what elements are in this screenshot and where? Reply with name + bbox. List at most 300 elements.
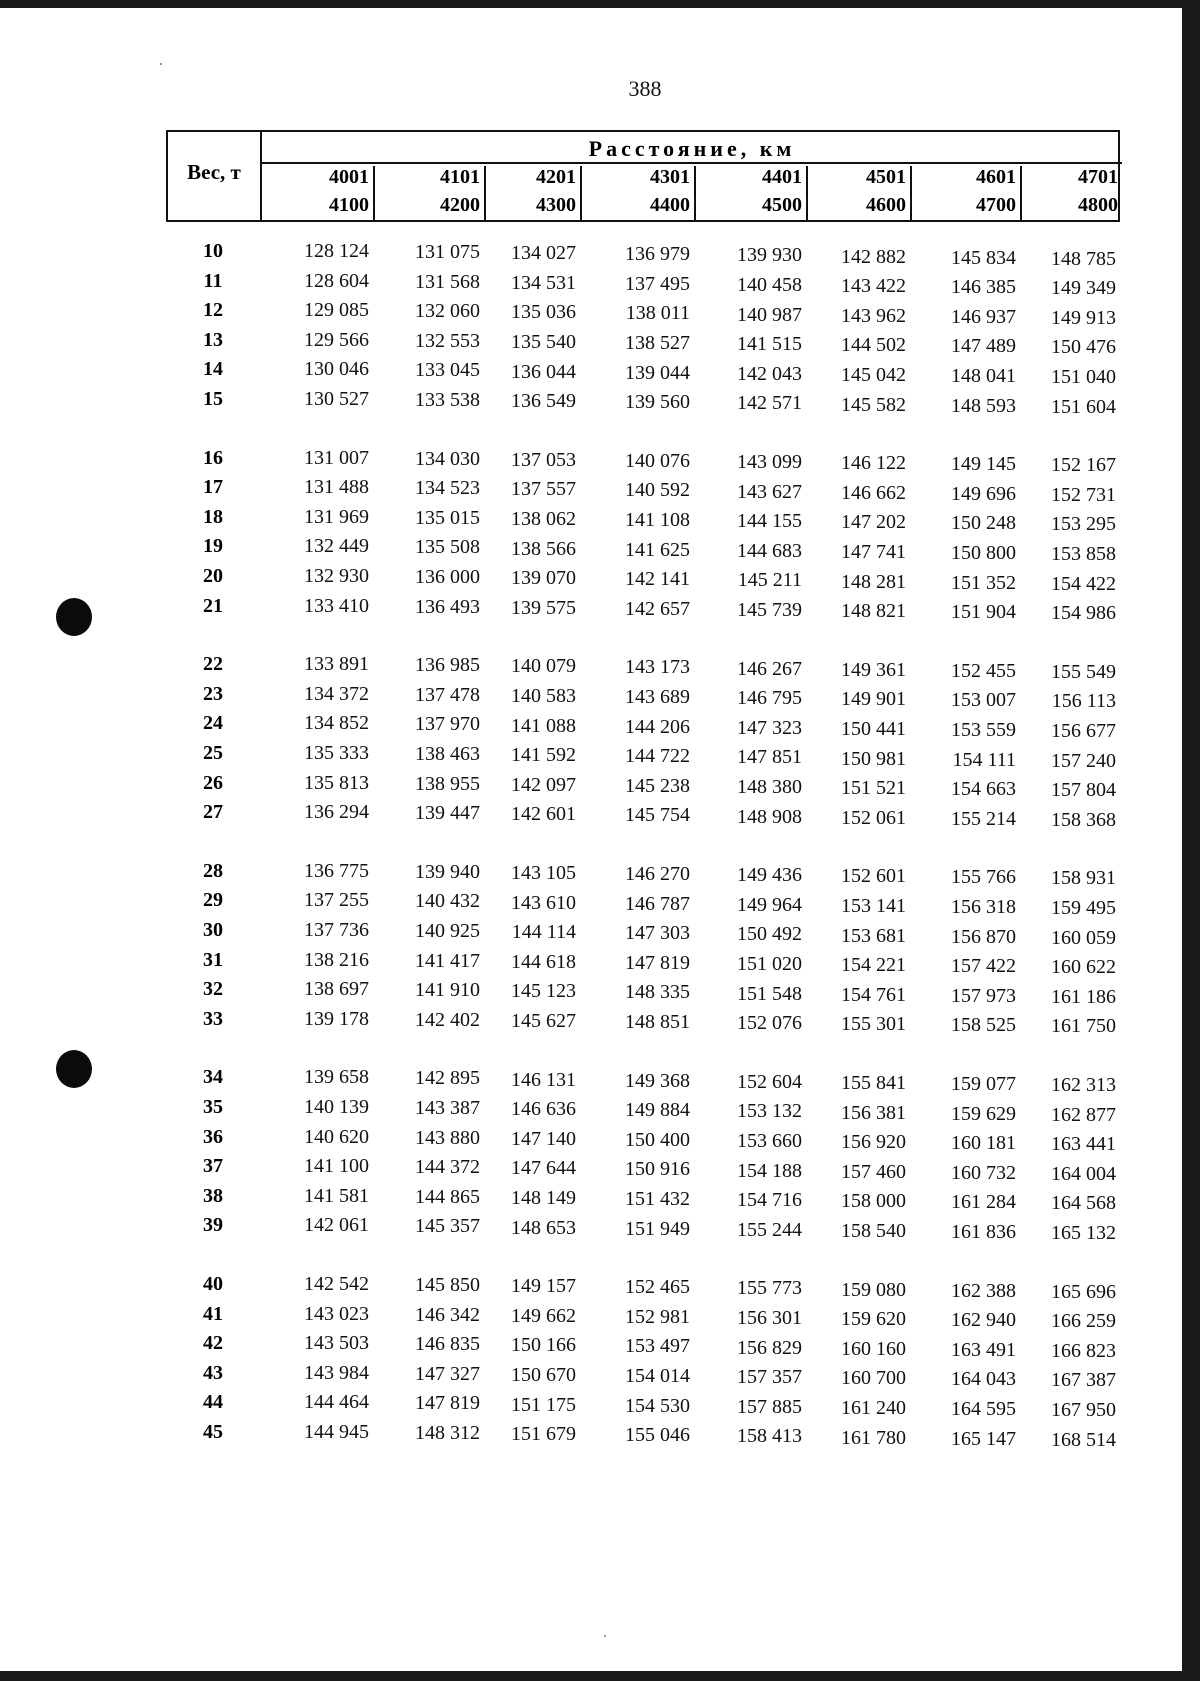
distance-range-3 — [482, 166, 582, 220]
table-row — [166, 506, 1120, 536]
scan-speck — [160, 63, 162, 65]
value-cell: 143 984 — [304, 1361, 369, 1384]
value-cell: 153 132 — [737, 1100, 802, 1123]
range-from: 4301 — [650, 166, 690, 188]
value-cell: 139 560 — [625, 391, 690, 414]
value-cell: 158 525 — [951, 1014, 1016, 1037]
table-row — [166, 772, 1120, 802]
value-cell: 141 581 — [304, 1184, 369, 1207]
range-to: 4100 — [329, 194, 369, 216]
value-cell: 133 538 — [415, 389, 480, 412]
value-cell: 142 895 — [415, 1067, 480, 1090]
weight-cell: 14 — [203, 358, 223, 381]
range-to: 4700 — [976, 194, 1016, 216]
value-cell: 156 318 — [951, 895, 1016, 918]
value-cell: 148 281 — [841, 570, 906, 593]
table-row — [166, 1214, 1120, 1244]
weight-cell: 38 — [203, 1184, 223, 1207]
value-cell: 144 372 — [415, 1156, 480, 1179]
value-cell: 145 211 — [737, 569, 802, 592]
value-cell: 167 950 — [1051, 1399, 1116, 1422]
value-cell: 164 568 — [1051, 1192, 1116, 1215]
value-cell: 139 930 — [737, 244, 802, 267]
value-cell: 149 145 — [951, 453, 1016, 476]
weight-cell: 29 — [203, 889, 223, 912]
weight-cell: 31 — [203, 948, 223, 971]
value-cell: 147 327 — [415, 1362, 480, 1385]
range-to: 4400 — [650, 194, 690, 216]
weight-cell: 16 — [203, 446, 223, 469]
value-cell: 154 986 — [1051, 602, 1116, 625]
value-cell: 146 385 — [951, 276, 1016, 299]
value-cell: 156 381 — [841, 1101, 906, 1124]
value-cell: 149 901 — [841, 688, 906, 711]
value-cell: 146 662 — [841, 481, 906, 504]
table-row — [166, 1421, 1120, 1451]
value-cell: 162 940 — [951, 1309, 1016, 1332]
value-cell: 168 514 — [1051, 1428, 1116, 1451]
value-cell: 132 449 — [304, 535, 369, 558]
value-cell: 153 295 — [1051, 513, 1116, 536]
value-cell: 161 780 — [841, 1426, 906, 1449]
value-cell: 152 076 — [737, 1012, 802, 1035]
value-cell: 149 361 — [841, 658, 906, 681]
value-cell: 130 527 — [304, 388, 369, 410]
value-cell: 164 043 — [951, 1368, 1016, 1391]
weight-column-header: Вес, т — [168, 132, 262, 220]
value-cell: 152 731 — [1051, 483, 1116, 506]
table-row — [166, 1391, 1120, 1421]
weight-cell: 35 — [203, 1096, 223, 1118]
value-cell: 151 040 — [1051, 366, 1116, 389]
value-cell: 143 023 — [304, 1302, 369, 1325]
table-row — [166, 683, 1120, 713]
value-cell: 153 497 — [625, 1335, 690, 1358]
value-cell: 162 877 — [1051, 1103, 1116, 1126]
value-cell: 150 166 — [511, 1334, 576, 1357]
value-cell: 137 736 — [304, 919, 369, 941]
value-cell: 165 132 — [1051, 1222, 1116, 1245]
table-row — [166, 1185, 1120, 1215]
value-cell: 146 267 — [737, 657, 802, 680]
value-cell: 143 099 — [737, 450, 802, 473]
value-cell: 138 527 — [625, 332, 690, 355]
weight-cell: 28 — [203, 859, 223, 882]
distance-range-7 — [922, 166, 1022, 220]
range-to: 4200 — [440, 194, 480, 216]
value-cell: 136 979 — [625, 243, 690, 266]
value-cell: 161 750 — [1051, 1015, 1116, 1038]
value-cell: 147 819 — [625, 951, 690, 974]
table-row — [166, 653, 1120, 683]
value-cell: 152 601 — [841, 865, 906, 888]
table-row — [166, 358, 1120, 388]
value-cell: 153 559 — [951, 718, 1016, 741]
value-cell: 154 014 — [625, 1365, 690, 1388]
value-cell: 149 368 — [625, 1069, 690, 1092]
value-cell: 156 829 — [737, 1336, 802, 1359]
value-cell: 159 629 — [951, 1102, 1016, 1125]
value-cell: 161 284 — [951, 1191, 1016, 1214]
value-cell: 144 722 — [625, 745, 690, 768]
weight-cell: 26 — [203, 771, 223, 794]
value-cell: 154 221 — [841, 954, 906, 977]
weight-cell: 42 — [203, 1332, 223, 1355]
range-to: 4500 — [762, 194, 802, 216]
value-cell: 141 108 — [625, 509, 690, 532]
table-row — [166, 447, 1120, 477]
value-cell: 140 620 — [304, 1125, 369, 1148]
range-from: 4201 — [536, 166, 576, 188]
value-cell: 140 925 — [415, 920, 480, 943]
value-cell: 131 007 — [304, 446, 369, 469]
value-cell: 150 400 — [625, 1128, 690, 1151]
value-cell: 152 981 — [625, 1305, 690, 1328]
table-header — [166, 130, 1120, 222]
value-cell: 153 141 — [841, 894, 906, 917]
weight-cell: 25 — [203, 742, 223, 764]
value-cell: 147 851 — [737, 746, 802, 769]
weight-cell: 34 — [203, 1066, 223, 1089]
value-cell: 145 042 — [841, 363, 906, 386]
table-row — [166, 270, 1120, 300]
value-cell: 149 157 — [511, 1275, 576, 1298]
value-cell: 138 955 — [415, 772, 480, 795]
value-cell: 146 122 — [841, 452, 906, 475]
weight-cell: 13 — [203, 328, 223, 351]
value-cell: 139 940 — [415, 860, 480, 883]
value-cell: 138 463 — [415, 743, 480, 766]
distance-range-2 — [386, 166, 486, 220]
value-cell: 142 141 — [625, 568, 690, 591]
table-row — [166, 535, 1120, 565]
value-cell: 156 870 — [951, 925, 1016, 948]
value-cell: 142 601 — [511, 803, 576, 826]
table-row — [166, 1066, 1120, 1096]
value-cell: 143 105 — [511, 861, 576, 884]
distance-range-5 — [708, 166, 808, 220]
range-from: 4501 — [866, 166, 906, 188]
value-cell: 141 088 — [511, 714, 576, 737]
value-cell: 152 167 — [1051, 454, 1116, 477]
range-from: 4001 — [329, 166, 369, 188]
value-cell: 160 160 — [841, 1337, 906, 1360]
value-cell: 150 441 — [841, 717, 906, 740]
value-cell: 156 301 — [737, 1306, 802, 1329]
weight-cell: 10 — [203, 240, 223, 262]
value-cell: 155 046 — [625, 1424, 690, 1447]
value-cell: 144 945 — [304, 1421, 369, 1443]
table-row — [166, 742, 1120, 772]
value-cell: 166 823 — [1051, 1339, 1116, 1362]
value-cell: 146 270 — [625, 863, 690, 886]
table-row — [166, 595, 1120, 625]
value-cell: 151 604 — [1051, 395, 1116, 418]
value-cell: 147 819 — [415, 1392, 480, 1415]
value-cell: 151 432 — [625, 1188, 690, 1211]
value-cell: 147 741 — [841, 540, 906, 563]
table-row — [166, 1332, 1120, 1362]
value-cell: 148 335 — [625, 981, 690, 1004]
value-cell: 137 970 — [415, 713, 480, 736]
value-cell: 146 835 — [415, 1333, 480, 1356]
range-from: 4401 — [762, 166, 802, 188]
value-cell: 152 604 — [737, 1070, 802, 1093]
value-cell: 142 882 — [841, 245, 906, 268]
value-cell: 161 186 — [1051, 985, 1116, 1008]
value-cell: 138 011 — [625, 302, 690, 325]
value-cell: 135 015 — [415, 506, 480, 529]
header-divider — [262, 162, 1122, 164]
weight-cell: 39 — [203, 1214, 223, 1237]
value-cell: 143 880 — [415, 1126, 480, 1149]
value-cell: 141 515 — [737, 333, 802, 356]
value-cell: 132 930 — [304, 565, 369, 587]
value-cell: 155 841 — [841, 1071, 906, 1094]
value-cell: 144 502 — [841, 334, 906, 357]
value-cell: 140 432 — [415, 890, 480, 913]
value-cell: 145 627 — [511, 1009, 576, 1032]
value-cell: 160 700 — [841, 1367, 906, 1390]
value-cell: 148 312 — [415, 1422, 480, 1445]
table-row — [166, 388, 1120, 418]
value-cell: 159 495 — [1051, 897, 1116, 920]
value-cell: 155 301 — [841, 1013, 906, 1036]
value-cell: 128 604 — [304, 269, 369, 292]
weight-cell: 24 — [203, 712, 223, 735]
value-cell: 134 030 — [415, 447, 480, 470]
value-cell: 151 904 — [951, 601, 1016, 624]
distance-range-1 — [275, 166, 375, 220]
table-row — [166, 1096, 1120, 1126]
value-cell: 146 787 — [625, 892, 690, 915]
value-cell: 152 455 — [951, 659, 1016, 682]
value-cell: 149 349 — [1051, 277, 1116, 300]
table-row — [166, 1303, 1120, 1333]
weight-cell: 36 — [203, 1125, 223, 1148]
value-cell: 156 677 — [1051, 720, 1116, 743]
punch-hole — [56, 1050, 92, 1088]
value-cell: 154 422 — [1051, 572, 1116, 595]
table-row — [166, 1362, 1120, 1392]
value-cell: 139 178 — [304, 1007, 369, 1030]
value-cell: 133 891 — [304, 653, 369, 676]
value-cell: 141 625 — [625, 538, 690, 561]
value-cell: 164 595 — [951, 1397, 1016, 1420]
value-cell: 144 865 — [415, 1185, 480, 1208]
value-cell: 145 582 — [841, 393, 906, 416]
value-cell: 150 492 — [737, 923, 802, 946]
value-cell: 135 036 — [511, 301, 576, 324]
distance-header: Расстояние, км — [588, 136, 796, 161]
weight-cell: 22 — [203, 653, 223, 676]
value-cell: 167 387 — [1051, 1369, 1116, 1392]
value-cell: 144 683 — [737, 539, 802, 562]
value-cell: 160 732 — [951, 1161, 1016, 1184]
range-from: 4101 — [440, 166, 480, 188]
weight-cell: 19 — [203, 535, 223, 558]
value-cell: 149 884 — [625, 1099, 690, 1122]
value-cell: 148 908 — [737, 805, 802, 828]
value-cell: 143 962 — [841, 304, 906, 327]
value-cell: 145 123 — [511, 980, 576, 1003]
value-cell: 155 766 — [951, 866, 1016, 889]
value-cell: 151 020 — [737, 952, 802, 975]
value-cell: 142 097 — [511, 773, 576, 796]
value-cell: 142 061 — [304, 1214, 369, 1237]
value-cell: 144 464 — [304, 1391, 369, 1414]
distance-range-4 — [596, 166, 696, 220]
table-row — [166, 329, 1120, 359]
value-cell: 151 679 — [511, 1423, 576, 1446]
value-cell: 136 294 — [304, 801, 369, 824]
value-cell: 150 800 — [951, 541, 1016, 564]
value-cell: 136 549 — [511, 390, 576, 413]
value-cell: 137 255 — [304, 889, 369, 912]
value-cell: 143 503 — [304, 1332, 369, 1355]
table-row — [166, 1273, 1120, 1303]
value-cell: 144 114 — [511, 921, 576, 944]
value-cell: 154 663 — [951, 778, 1016, 801]
value-cell: 143 422 — [841, 275, 906, 298]
weight-cell: 45 — [203, 1421, 223, 1443]
value-cell: 155 549 — [1051, 660, 1116, 683]
value-cell: 139 447 — [415, 802, 480, 825]
value-cell: 158 413 — [737, 1425, 802, 1448]
value-cell: 132 553 — [415, 329, 480, 352]
value-cell: 144 206 — [625, 715, 690, 738]
value-cell: 136 044 — [511, 360, 576, 383]
value-cell: 131 075 — [415, 241, 480, 264]
value-cell: 145 754 — [625, 804, 690, 827]
value-cell: 139 070 — [511, 567, 576, 590]
weight-cell: 20 — [203, 565, 223, 587]
value-cell: 157 240 — [1051, 749, 1116, 772]
value-cell: 151 521 — [841, 777, 906, 800]
value-cell: 147 644 — [511, 1157, 576, 1180]
value-cell: 148 041 — [951, 364, 1016, 387]
table-row — [166, 1155, 1120, 1185]
value-cell: 160 622 — [1051, 956, 1116, 979]
value-cell: 143 627 — [737, 480, 802, 503]
value-cell: 153 007 — [951, 689, 1016, 712]
value-cell: 134 027 — [511, 242, 576, 265]
table-row — [166, 919, 1120, 949]
value-cell: 150 981 — [841, 747, 906, 770]
value-cell: 146 342 — [415, 1303, 480, 1326]
value-cell: 141 910 — [415, 979, 480, 1002]
value-cell: 141 417 — [415, 949, 480, 972]
value-cell: 154 530 — [625, 1394, 690, 1417]
value-cell: 137 478 — [415, 683, 480, 706]
value-cell: 138 062 — [511, 507, 576, 530]
value-cell: 150 916 — [625, 1158, 690, 1181]
value-cell: 149 964 — [737, 893, 802, 916]
value-cell: 154 761 — [841, 983, 906, 1006]
value-cell: 136 493 — [415, 595, 480, 618]
value-cell: 137 557 — [511, 478, 576, 501]
weight-cell: 11 — [203, 269, 223, 292]
value-cell: 147 323 — [737, 716, 802, 739]
value-cell: 157 804 — [1051, 779, 1116, 802]
value-cell: 147 140 — [511, 1127, 576, 1150]
value-cell: 129 085 — [304, 299, 369, 322]
value-cell: 134 852 — [304, 712, 369, 735]
weight-cell: 12 — [203, 299, 223, 322]
value-cell: 140 592 — [625, 479, 690, 502]
value-cell: 139 575 — [511, 596, 576, 619]
value-cell: 138 216 — [304, 948, 369, 971]
value-cell: 143 610 — [511, 891, 576, 914]
value-cell: 156 113 — [1051, 690, 1116, 713]
value-cell: 136 985 — [415, 654, 480, 677]
value-cell: 165 696 — [1051, 1280, 1116, 1303]
value-cell: 141 100 — [304, 1155, 369, 1178]
value-cell: 133 045 — [415, 359, 480, 382]
value-cell: 148 593 — [951, 394, 1016, 417]
value-cell: 132 060 — [415, 300, 480, 323]
weight-cell: 21 — [203, 594, 223, 617]
value-cell: 148 851 — [625, 1011, 690, 1034]
value-cell: 141 592 — [511, 744, 576, 767]
value-cell: 159 620 — [841, 1308, 906, 1331]
value-cell: 140 987 — [737, 303, 802, 326]
value-cell: 156 920 — [841, 1131, 906, 1154]
value-cell: 142 043 — [737, 362, 802, 385]
value-cell: 148 380 — [737, 775, 802, 798]
table-row — [166, 978, 1120, 1008]
weight-cell: 27 — [203, 801, 223, 824]
value-cell: 137 053 — [511, 448, 576, 471]
distance-range-8 — [1022, 166, 1122, 220]
value-cell: 151 352 — [951, 571, 1016, 594]
value-cell: 142 571 — [737, 392, 802, 415]
value-cell: 157 460 — [841, 1160, 906, 1183]
value-cell: 157 422 — [951, 955, 1016, 978]
weight-cell: 18 — [203, 505, 223, 528]
value-cell: 145 834 — [951, 246, 1016, 269]
weight-cell: 30 — [203, 919, 223, 941]
value-cell: 147 489 — [951, 335, 1016, 358]
value-cell: 155 214 — [951, 807, 1016, 830]
value-cell: 160 059 — [1051, 926, 1116, 949]
value-cell: 165 147 — [951, 1427, 1016, 1450]
weight-cell: 44 — [203, 1391, 223, 1414]
value-cell: 161 836 — [951, 1220, 1016, 1243]
value-cell: 162 313 — [1051, 1074, 1116, 1097]
value-cell: 143 689 — [625, 686, 690, 709]
value-cell: 139 658 — [304, 1066, 369, 1089]
value-cell: 140 076 — [625, 449, 690, 472]
value-cell: 166 259 — [1051, 1310, 1116, 1333]
value-cell: 145 357 — [415, 1215, 480, 1238]
value-cell: 160 181 — [951, 1132, 1016, 1155]
table-row — [166, 1008, 1120, 1038]
value-cell: 146 131 — [511, 1068, 576, 1091]
table-row — [166, 801, 1120, 831]
weight-cell: 32 — [203, 978, 223, 1001]
value-cell: 146 937 — [951, 305, 1016, 328]
value-cell: 140 583 — [511, 684, 576, 707]
value-cell: 150 476 — [1051, 336, 1116, 359]
table-row — [166, 949, 1120, 979]
value-cell: 144 155 — [737, 510, 802, 533]
value-cell: 131 568 — [415, 270, 480, 293]
value-cell: 145 739 — [737, 598, 802, 621]
range-from: 4601 — [976, 166, 1016, 188]
value-cell: 157 973 — [951, 984, 1016, 1007]
value-cell: 155 244 — [737, 1218, 802, 1241]
